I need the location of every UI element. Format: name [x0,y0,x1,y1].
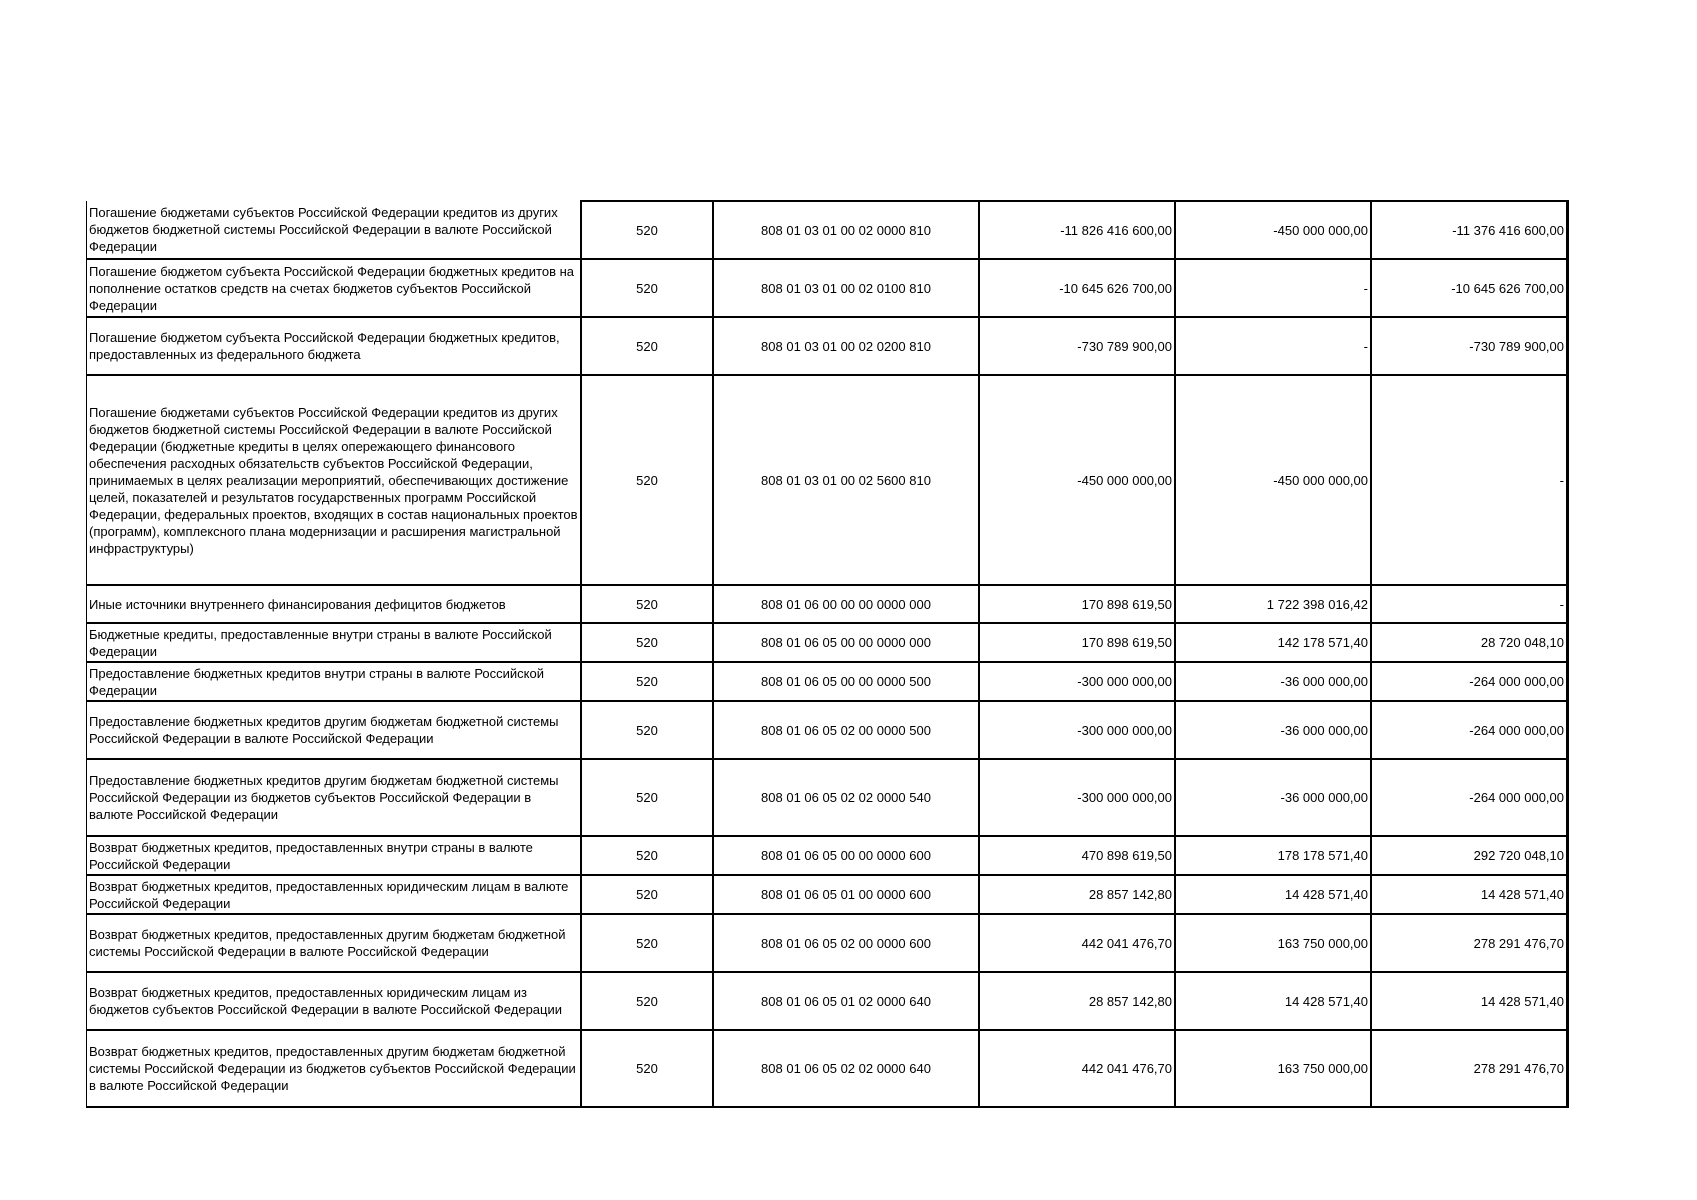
table-row [87,1030,1568,1107]
row-value-1: 442 041 476,70 [979,1030,1175,1107]
row-value-3: -264 000 000,00 [1371,759,1568,836]
row-source-code-cell [713,836,979,875]
row-source-code-cell [713,375,979,585]
row-code: 520 [636,338,658,354]
row-source-code: 808 01 06 05 02 00 0000 600 [761,935,931,951]
row-code: 520 [636,674,658,689]
row-code: 520 [636,722,658,738]
row-source-code: 808 01 06 05 02 02 0000 640 [761,1061,931,1076]
row-value-2: -450 000 000,00 [1175,375,1371,585]
row-code-cell [581,759,713,836]
row-source-code-cell [713,1030,979,1107]
table-row [87,201,1568,259]
row-value-3: 28 720 048,10 [1371,623,1568,662]
row-name-cell [87,875,582,914]
row-code-cell [581,875,713,914]
row-value-3: -264 000 000,00 [1371,662,1568,701]
row-name: Погашение бюджетами субъектов Российской Федерации кредитов из других бюджетов бюджетной системы Российской Федерации в валюте Российской Федерации (бюджетные кредиты в целях опережающего финансового обеспечения расходных обязательств субъектов Российской Федерации, принимаемых в целях реализации мероприятий, обеспечивающих достижение целей, показателей и результатов государственных программ Российской Федерации, федеральных проектов, входящих в состав национальных проектов (программ), комплексного плана модернизации и расширения магистральной инфраструктуры) [89,404,578,556]
row-name-cell [87,836,582,875]
row-code-cell [581,1030,713,1107]
row-value-3: -11 376 416 600,00 [1371,201,1568,259]
row-code: 520 [636,1061,658,1076]
row-code-cell [581,623,713,662]
row-source-code: 808 01 06 05 00 00 0000 600 [761,848,931,863]
row-value-3: - [1371,375,1568,585]
row-name-cell [87,914,582,972]
row-code-cell [581,972,713,1030]
budget-sources-sheet [86,200,1569,1108]
row-code: 520 [636,993,658,1009]
table-row [87,662,1568,701]
row-source-code-cell [713,623,979,662]
row-source-code: 808 01 06 05 00 00 0000 500 [761,674,931,689]
row-name-cell [87,259,582,317]
row-name-cell [87,375,582,585]
row-value-1: 28 857 142,80 [979,972,1175,1030]
row-source-code-cell [713,759,979,836]
row-source-code: 808 01 06 05 00 00 0000 000 [761,635,931,650]
row-name: Погашение бюджетом субъекта Российской Федерации бюджетных кредитов, предоставленных из федерального бюджета [89,330,560,362]
row-value-3: -730 789 900,00 [1371,317,1568,375]
row-value-1: -300 000 000,00 [979,701,1175,759]
row-code: 520 [636,596,658,612]
row-name: Возврат бюджетных кредитов, предоставленных другим бюджетам бюджетной системы Российской Федерации в валюте Российской Федерации [89,927,566,959]
table-row [87,701,1568,759]
row-name: Погашение бюджетом субъекта Российской Федерации бюджетных кредитов на пополнение остатков средств на счетах бюджетов субъектов Российской Федерации [89,263,575,313]
row-code: 520 [636,790,658,805]
row-name-cell [87,701,582,759]
row-code-cell [581,836,713,875]
row-code-cell [581,201,713,259]
row-source-code: 808 01 06 05 02 00 0000 500 [761,722,931,738]
row-code-cell [581,259,713,317]
row-value-1: -300 000 000,00 [979,662,1175,701]
row-value-1: 470 898 619,50 [979,836,1175,875]
row-value-1: 170 898 619,50 [979,623,1175,662]
row-source-code: 808 01 06 05 02 02 0000 540 [761,790,931,805]
row-source-code: 808 01 03 01 00 02 0000 810 [761,222,931,238]
row-value-3: 292 720 048,10 [1371,836,1568,875]
row-value-2: 142 178 571,40 [1175,623,1371,662]
row-code-cell [581,317,713,375]
table-row [87,759,1568,836]
row-code: 520 [636,887,658,902]
row-source-code-cell [713,875,979,914]
row-value-1: 442 041 476,70 [979,914,1175,972]
row-value-2: 163 750 000,00 [1175,914,1371,972]
row-name-cell [87,972,582,1030]
row-source-code-cell [713,972,979,1030]
row-name: Возврат бюджетных кредитов, предоставленных юридическим лицам из бюджетов субъектов Российской Федерации в валюте Российской Федерации [89,985,562,1017]
row-source-code: 808 01 03 01 00 02 0100 810 [761,280,931,296]
row-value-3: 278 291 476,70 [1371,1030,1568,1107]
row-source-code-cell [713,317,979,375]
row-source-code: 808 01 06 05 01 02 0000 640 [761,993,931,1009]
row-code: 520 [636,472,658,488]
row-source-code-cell [713,662,979,701]
row-code: 520 [636,848,658,863]
row-name-cell [87,759,582,836]
row-name-cell [87,623,582,662]
row-name: Предоставление бюджетных кредитов другим бюджетам бюджетной системы Российской Федерации в валюте Российской Федерации [89,714,559,746]
table-row [87,914,1568,972]
row-value-3: 278 291 476,70 [1371,914,1568,972]
row-name-cell [87,662,582,701]
row-code-cell [581,585,713,623]
row-name-cell [87,317,582,375]
row-code: 520 [636,935,658,951]
row-name: Возврат бюджетных кредитов, предоставленных внутри страны в валюте Российской Федерации [89,839,533,872]
row-code: 520 [636,635,658,650]
row-value-2: -450 000 000,00 [1175,201,1371,259]
row-value-1: -11 826 416 600,00 [979,201,1175,259]
row-value-3: 14 428 571,40 [1371,972,1568,1030]
row-value-1: 170 898 619,50 [979,585,1175,623]
row-name-cell [87,201,582,259]
table-row [87,875,1568,914]
row-name: Возврат бюджетных кредитов, предоставленных юридическим лицам в валюте Российской Федерации [89,878,569,911]
row-value-2: 14 428 571,40 [1175,972,1371,1030]
table-row [87,972,1568,1030]
row-value-2: 163 750 000,00 [1175,1030,1371,1107]
row-name: Иные источники внутреннего финансирования дефицитов бюджетов [89,596,506,612]
row-value-1: -300 000 000,00 [979,759,1175,836]
row-source-code-cell [713,585,979,623]
row-source-code-cell [713,701,979,759]
row-source-code-cell [713,201,979,259]
row-value-2: 14 428 571,40 [1175,875,1371,914]
row-value-1: -730 789 900,00 [979,317,1175,375]
table-row [87,375,1568,585]
row-value-2: -36 000 000,00 [1175,701,1371,759]
row-value-2: 178 178 571,40 [1175,836,1371,875]
row-name: Предоставление бюджетных кредитов внутри страны в валюте Российской Федерации [89,665,544,698]
row-name: Предоставление бюджетных кредитов другим бюджетам бюджетной системы Российской Федерации из бюджетов субъектов Российской Федерации в валюте Российской Федерации [89,773,559,822]
table-row [87,317,1568,375]
row-name-cell [87,585,582,623]
table-row [87,623,1568,662]
row-source-code: 808 01 06 00 00 00 0000 000 [761,596,931,612]
table-row [87,585,1568,623]
row-code: 520 [636,222,658,238]
row-value-2: - [1175,259,1371,317]
row-value-3: -264 000 000,00 [1371,701,1568,759]
row-value-2: 1 722 398 016,42 [1175,585,1371,623]
row-value-2: -36 000 000,00 [1175,662,1371,701]
row-value-3: 14 428 571,40 [1371,875,1568,914]
row-source-code: 808 01 03 01 00 02 5600 810 [761,472,931,488]
row-code-cell [581,662,713,701]
row-name: Возврат бюджетных кредитов, предоставленных другим бюджетам бюджетной системы Российской Федерации из бюджетов субъектов Российской Федерации в валюте Российской Федерации [89,1044,576,1093]
row-value-1: 28 857 142,80 [979,875,1175,914]
row-source-code-cell [713,259,979,317]
row-source-code: 808 01 06 05 01 00 0000 600 [761,887,931,902]
row-source-code: 808 01 03 01 00 02 0200 810 [761,338,931,354]
table-row [87,259,1568,317]
row-code-cell [581,375,713,585]
row-value-3: - [1371,585,1568,623]
row-value-3: -10 645 626 700,00 [1371,259,1568,317]
table-row [87,836,1568,875]
row-source-code-cell [713,914,979,972]
row-value-1: -450 000 000,00 [979,375,1175,585]
budget-sources-table [86,200,1569,1108]
row-code-cell [581,914,713,972]
row-name: Погашение бюджетами субъектов Российской Федерации кредитов из других бюджетов бюджетной системы Российской Федерации в валюте Российской Федерации [89,205,558,254]
row-code: 520 [636,280,658,296]
row-name: Бюджетные кредиты, предоставленные внутри страны в валюте Российской Федерации [89,626,552,659]
row-name-cell [87,1030,582,1107]
row-value-2: - [1175,317,1371,375]
row-code-cell [581,701,713,759]
row-value-2: -36 000 000,00 [1175,759,1371,836]
row-value-1: -10 645 626 700,00 [979,259,1175,317]
